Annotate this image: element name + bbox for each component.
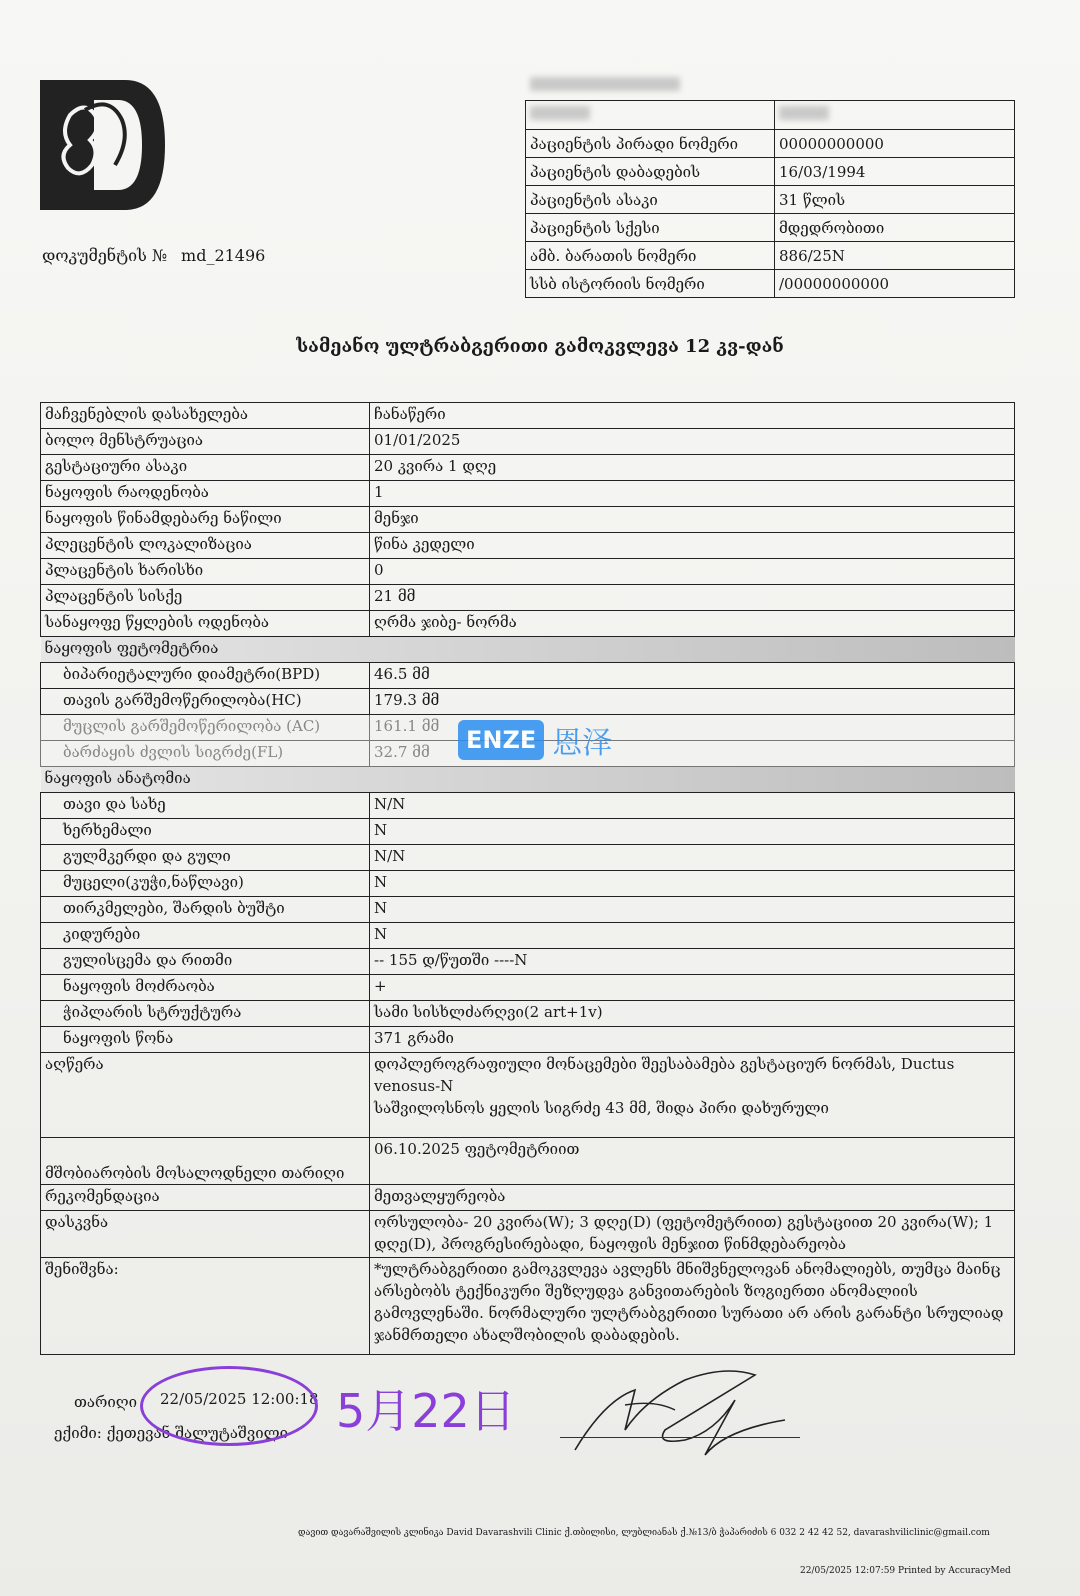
patient-row: პაციენტის დაბადების 16/03/1994 <box>526 158 1015 186</box>
patient-row: პაციენტის პირადი ნომერი 00000000000 <box>526 130 1015 158</box>
due-date-row: მშობიარობის მოსალოდნელი თარიღი 06.10.2025 ფეტომეტრიით <box>41 1138 1015 1185</box>
redacted-value <box>779 106 829 120</box>
clinic-footer: დავით დავარაშვილის კლინიკა David Davarashvili Clinic ქ.თბილისი, ლუბლიანას ქ.№13/ბ ჭაპარიძის 6 032 2 42 42 52, davarashviliclinic@gmail.com <box>298 1528 990 1538</box>
table-row: გულმკერდი და გული N/N <box>41 845 1015 871</box>
handwritten-date-note: 5月22日 <box>336 1384 516 1438</box>
patient-row: პაციენტის სქესი მდედრობითი <box>526 214 1015 242</box>
table-row: მუცელი(კუჭი,ნაწლავი) N <box>41 871 1015 897</box>
description-line-1: დოპლეროგრაფიული მონაცემები შეესაბამება გესტაციურ ნორმას, Ductus venosus-N <box>374 1055 955 1095</box>
redacted-label <box>530 106 590 120</box>
table-row: ნაყოფის მოძრაობა + <box>41 975 1015 1001</box>
table-row: ნაყოფის რაოდენობა 1 <box>41 481 1015 507</box>
table-row: პლაცენტის ხარისხი 0 <box>41 559 1015 585</box>
table-row: მაჩვენებლის დასახელება ჩანაწერი <box>41 403 1015 429</box>
handwritten-circle <box>140 1366 318 1446</box>
section-header-anatomy: ნაყოფის ანატომია <box>41 767 1015 793</box>
table-row: ხერხემალი N <box>41 819 1015 845</box>
date-line: თარიღი 22/05/2025 12:00:18 <box>74 1393 137 1411</box>
table-row: ბარძაყის ძვლის სიგრძე(FL) 32.7 მმ <box>41 741 1015 767</box>
table-row: თირკმელები, შარდის ბუშტი N <box>41 897 1015 923</box>
description-line-2: საშვილოსნოს ყელის სიგრძე 43 მმ, შიდა პირი დახურული <box>374 1099 829 1117</box>
patient-row: პაციენტის ასაკი 31 წლის <box>526 186 1015 214</box>
redacted-name <box>530 77 680 91</box>
doctor-signature-icon <box>565 1360 795 1470</box>
doctor-line: ექიმი: ქეთევან შალუტაშვილი <box>54 1424 288 1442</box>
table-row: გესტაციური ასაკი 20 კვირა 1 დღე <box>41 455 1015 481</box>
conclusion-row: დასკვნა ორსულობა- 20 კვირა(W); 3 დღე(D) (ფეტომეტრიით) გესტაციით 20 კვირა(W); 1 დღე(D), პროგრესირებადი, ნაყოფის მენჯით წინმდებარეობა <box>41 1211 1015 1258</box>
table-row: ბოლო მენსტრუაცია 01/01/2025 <box>41 429 1015 455</box>
printed-by-footer: 22/05/2025 12:07:59 Printed by AccuracyMed <box>800 1566 1011 1576</box>
note-row: შენიშვნა: *ულტრაბგერითი გამოკვლევა ავლენს მნიშვნელოვან ანომალიებს, თუმცა მაინც არსებობს ტექნიკური შეზღუდვა განვითარების ზოგიერთი ანომალიის გამოვლენაში. ნორმალური ულტრაბგერითი სურათი არ არის გარანტი სრულიად ჯანმრთელი ახალშობილის დაბადების. <box>41 1258 1015 1355</box>
table-row: ჭიპლარის სტრუქტურა სამი სისხლძარღვი(2 art+1v) <box>41 1001 1015 1027</box>
signature-line <box>560 1437 800 1438</box>
page-title: სამეანო ულტრაბგერითი გამოკვლევა 12 კვ-დან <box>296 336 784 357</box>
patient-info-table <box>525 72 1015 298</box>
date-value: 22/05/2025 12:00:18 <box>160 1390 319 1408</box>
patient-row: ამბ. ბარათის ნომერი 886/25N <box>526 242 1015 270</box>
patient-row: სსბ ისტორიის ნომერი /00000000000 <box>526 270 1015 298</box>
table-row: მუცლის გარშემოწერილობა (AC) 161.1 მმ <box>41 715 1015 741</box>
table-row: ნაყოფის წინამდებარე ნაწილი მენჯი <box>41 507 1015 533</box>
table-row: თავი და სახე N/N <box>41 793 1015 819</box>
table-row: თავის გარშემოწერილობა(HC) 179.3 მმ <box>41 689 1015 715</box>
exam-table <box>40 402 1015 1355</box>
section-header-fetometry: ნაყოფის ფეტომეტრია <box>41 637 1015 663</box>
description-row: აღწერა დოპლეროგრაფიული მონაცემები შეესაბამება გესტაციურ ნორმას, Ductus venosus-N საშვილოსნოს ყელის სიგრძე 43 მმ, შიდა პირი დახურული <box>41 1053 1015 1138</box>
table-row: სანაყოფე წყლების ოდენობა ღრმა ჯიბე- ნორმა <box>41 611 1015 637</box>
clinic-logo-icon <box>30 70 170 220</box>
table-row: პლეცენტის ლოკალიზაცია წინა კედელი <box>41 533 1015 559</box>
table-row: კიდურები N <box>41 923 1015 949</box>
document-number: დოკუმენტის № md_21496 <box>42 246 266 265</box>
table-row: პლაცენტის სისქე 21 მმ <box>41 585 1015 611</box>
table-row: ბიპარიეტალური დიამეტრი(BPD) 46.5 მმ <box>41 663 1015 689</box>
table-row: გულისცემა და რითმი -- 155 დ/წუთში ----N <box>41 949 1015 975</box>
enze-watermark: ENZE 恩泽 <box>458 718 612 762</box>
recommendation-row: რეკომენდაცია მეთვალყურეობა <box>41 1185 1015 1211</box>
table-row: ნაყოფის წონა 371 გრამი <box>41 1027 1015 1053</box>
